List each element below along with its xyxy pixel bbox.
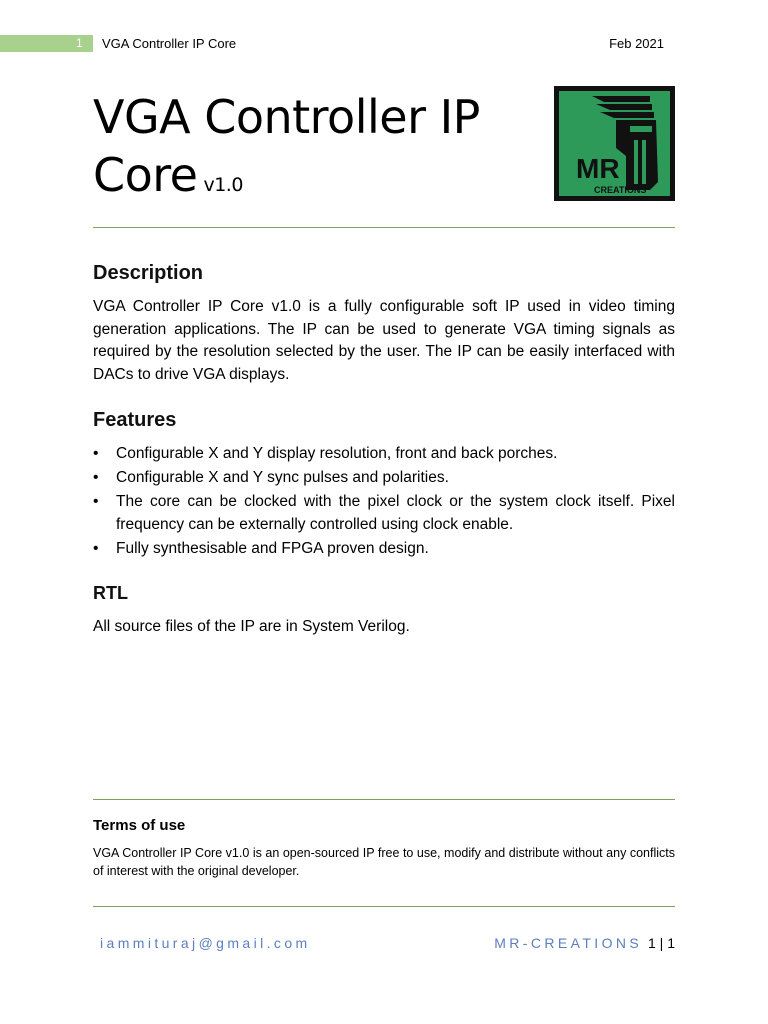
bullet: • — [93, 493, 99, 510]
feature-text: Fully synthesisable and FPGA proven design. — [116, 539, 429, 557]
terms-top-divider — [93, 799, 675, 800]
description-body: VGA Controller IP Core v1.0 is a fully configurable soft IP used in video timing generation applications. The IP can be used to generate VGA timing signals as required by the resolution selected by the user. The IP can be easily interfaced with DACs to drive VGA displays. — [93, 298, 675, 383]
logo-text-top: MR — [576, 153, 620, 184]
feature-text: Configurable X and Y sync pulses and polarities. — [116, 469, 449, 486]
document-version: v1.0 — [203, 174, 243, 196]
features-list — [93, 443, 675, 562]
logo-graphic — [554, 86, 675, 201]
footer-brand-block — [494, 935, 675, 951]
document-title — [93, 88, 533, 214]
footer-page-number: 1 | 1 — [648, 935, 675, 951]
header-page-number: 1 — [76, 36, 83, 50]
rtl-heading: RTL — [93, 583, 128, 603]
bullet: • — [93, 469, 99, 486]
bullet: • — [93, 445, 99, 462]
feature-item — [93, 467, 675, 490]
description-heading: Description — [93, 262, 204, 284]
bullet: • — [93, 539, 99, 557]
header-date: Feb 2021 — [609, 36, 664, 51]
terms-body: VGA Controller IP Core v1.0 is an open-sourced IP free to use, modify and distribute without any conflicts of interest with the original developer. — [93, 846, 675, 878]
footer-brand: MR-CREATIONS — [494, 935, 643, 951]
feature-text: Configurable X and Y display resolution, front and back porches. — [116, 445, 558, 462]
feature-item — [93, 491, 675, 536]
logo-text-bottom: CREATIONS — [594, 185, 647, 195]
document-title-text: VGA Controller IP Core — [93, 90, 480, 202]
title-divider — [93, 227, 675, 228]
feature-item — [93, 443, 675, 466]
footer-email[interactable]: iammituraj@gmail.com — [100, 935, 311, 951]
feature-text: The core can be clocked with the pixel clock or the system clock itself. Pixel frequency can be externally controlled using clock enable. — [116, 493, 675, 533]
terms-heading: Terms of use — [93, 817, 186, 834]
terms-bottom-divider — [93, 906, 675, 907]
rtl-body: All source files of the IP are in System Verilog. — [93, 618, 410, 635]
mr-creations-logo — [554, 86, 675, 201]
header-title: VGA Controller IP Core — [102, 36, 237, 51]
features-heading: Features — [93, 409, 177, 431]
feature-item — [93, 538, 675, 561]
